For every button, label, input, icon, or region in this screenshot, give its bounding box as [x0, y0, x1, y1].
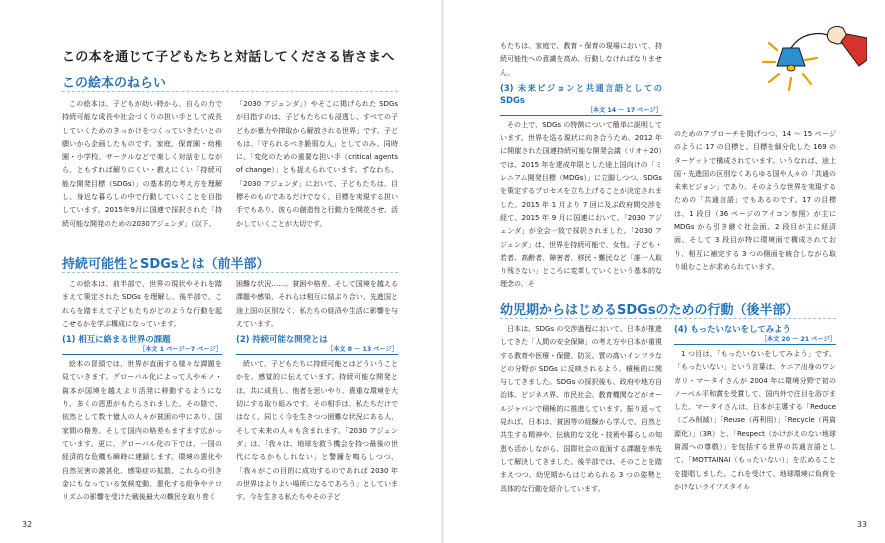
- section-heading-sustainability: 持続可能性とSDGsとは（前半部）: [62, 257, 270, 272]
- paragraph: もたちは、家庭で、教育・保育の現場において、持続可能性への意識を高め、行動しなければなりません。: [500, 42, 662, 77]
- sleeve-icon: [841, 34, 867, 66]
- paragraph: のためのアプローチを掲げつつ、14 〜 15 ページのように 17 の目標と、目標を細分化した 169 のターゲットで構成されています。いうなれば、途上国・先進国の区別なくあらゆる国や人々の「共通の未来ビジョン」であり、そのような世界を実現するための「共通言語」でもあるのです。17 の目標は、1 段目（36 ページのアイコン参照）が主に MDGs から引き継ぐ社会面、2 段目が主に経済面、そして 3 段目が特に環境面で構成されており、相互に補完する 3 つの側面を統合しながら取り組むことが求められています。: [674, 130, 836, 271]
- section-rule: [500, 318, 836, 319]
- aim-column-2: [236, 98, 398, 231]
- paragraph: 「2030 アジェンダ」）やそこに掲げられた SDGs が目指すのは、子どもたちにも浸透し、すべての子どもが暴力や搾取から解放される世界」です。子どもは、「守られるべき脆弱な人」としてのみ、同時に、「変化のための重要な担い手（critical agents of change）」とも捉えられています。ずなわち、「2030 アジェンダ」において、子どもたちは、目標そのものであるだけでなく、目標を実現する担い手でもあり、彼らの創造性と行動力を開花させ、活かしていくことが大切です。: [236, 100, 398, 228]
- subheading-sustainable-development: (2) 持続可能な開発とは: [236, 334, 328, 345]
- section-rule: [62, 272, 398, 273]
- subheading-mottainai: (4) もったいないをしてみよう: [674, 324, 791, 334]
- section-heading-aim: この絵本のねらい: [62, 76, 167, 91]
- vision-column-1: [500, 40, 662, 292]
- vision-column-2: [674, 128, 836, 274]
- page-reference: ［本文 14 〜 17 ページ］: [500, 106, 662, 116]
- page-reference: ［本文 20 〜 21 ページ］: [674, 335, 836, 345]
- paragraph: 絵本の冒頭では、世界が直面する様々な課題を見ていきます。グローバル化によって人やモノ・資本が国境を越えより活発に移動するようになり、多くの恩恵がもたらされました。その陰で、依然として数十億人の人々が貧困の中にあり、国家間の格差、そして国内の格差もますます広がっています。更に、グローバル化の下では、一国の経済的な危機も瞬時に連鎖します。環境の悪化や自然災害の激甚化、感染症の拡散、これらの引き金にもなっている気候変動、悪化する紛争やテロリズムの影響を受けた戦後最大の難民を取り巻く: [62, 360, 222, 502]
- lamp-shade-icon: [777, 48, 805, 66]
- paragraph: 困難な状況……。貧困や格差、そして国境を越える課題や感染、それらは相互に結ぶり合い、先進国と途上国の区別なく、私たちの経済や生活に影響を与えています。: [236, 280, 398, 328]
- page-reference: ［本文 8 〜 13 ページ］: [236, 345, 398, 355]
- paragraph: 1 つ目は、「もったいないをしてみよう」です。「もったいない」という言葉は、ケニア出身のワンガリ・マータイさんが 2004 年に環境分野で初のノーベル平和賞を受賞して、国内外で注目を浴びました。マータイさんは、日本が主導する「Reduce（ごみ削減）」「Reuse（再利用）」「Recycle（再資源化）」（3R）と、「Respect（かけがえのない地球資源への尊敬）」を包括する世界の共通言語として、「MOTTAINAI（もったいない）」を広めることを提唱しました。これを受けて、地球環境に負荷をかけないライフスタイル: [674, 350, 836, 491]
- bulb-icon: [787, 65, 795, 71]
- hand-holding-lamp-illustration: [747, 8, 867, 138]
- page-title: この本を通じて子どもたちと対話してくださる皆さまへ: [62, 50, 395, 65]
- left-page: [0, 0, 441, 543]
- lamp-cord-icon: [791, 34, 833, 49]
- paragraph: その上で、SDGs の特徴について簡単に説明しています。世界を巡る現状に向き合うため、2012 年に開催された国連持続可能な開発会議（リオ＋20）では、2015 年を達成年限とした途上国向けの「ミレニアム開発目標（MDGs）」に立脚しつつ、SDGs を策定するプロセスを立ち上げることが決定されました。2015 年 1 月より 7 回に及ぶ政府間交渉を経て、2015 年 9 月に国連において、「2030 アジェンダ」が全会一致で採択されました。「2030 アジェンダ」は、世界を持続可能で、女性、子ども・若者、高齢者、障害者、移民・難民など「誰一人取り残さない」ところに変革していくという基本的な理念の、そ: [500, 120, 662, 289]
- page-number: 32: [22, 520, 33, 529]
- first-half-column-1: [62, 278, 222, 504]
- page-reference: ［本文 1 ページ〜7 ページ］: [62, 345, 222, 355]
- actions-column-2: [674, 323, 836, 494]
- paragraph: この絵本は、前半部で、世界の現状やそれを踏まえて策定された SDGs を理解し、後半部で、これらを踏まえて子どもたちがどのような行動を起こせるかを学ぶ構成になっています。: [62, 280, 222, 328]
- section-rule: [62, 91, 398, 92]
- paragraph: 続いて、子どもたちに持続可能とはどういうことかを、感覚的に伝えています。持続可能な開発とは、共に成長し、他者を思いやり、貴重な環境を大切にする取り組みです。その相手は、私たちだけではなく、同じく今を生きつつ困難な状況にある人、そして未来の人々も含まれます。「2030 アジェンダ」は、「我々は、地球を救う機会を持つ最後の世代になるかもしれない」と警鐘を鳴らしつつ、「我々がこの目的に成功するのであれば 2030 年の世界はよりよい場所になるであろう」としています。今を生きる私たちやその子ど: [236, 360, 398, 502]
- paragraph: 日本は、SDGs の交渉過程において、日本が推進してきた「人間の安全保障」の考え方や日本が重視する教育や医療・保健、防災、質の高いインフラなどの分野が SDGs に反映されるよう、積極的に関与してきました。SDGs の採択後も、政府や地方自治体、ビジネス界、市民社会、教育機関などがオールジャパンで積極的に推進しています。振り返って見れば、日本は、貧困等の経験から学んで、自然と共生する精神や、伝統的な文化・技術や暮らしの知恵も活かしながら、国際社会の直面する課題を率先して解決してきました。後半部では、そのことを踏まえつつ、幼児期からはじめられる 3 つの姿勢と具体的な行動を紹介しています。: [500, 325, 662, 493]
- section-heading-actions: 幼児期からはじめるSDGsのための行動（後半部）: [500, 303, 799, 318]
- aim-column-1: [62, 98, 222, 231]
- page-number: 33: [856, 520, 867, 529]
- first-half-column-2: [236, 278, 398, 504]
- paragraph: この絵本は、子どもが幼い時から、自らの力で持続可能な成長や社会づくりの担い手として成長していくためのきっかけをつくっていきたいとの願いから企画したものです。家庭、保育園・幼稚園・小学校、サークルなどで楽しく対話をしながら、ともすれば解りにくい・教えにくい「持続可能な開発目標（SDGs）」の基本的な考え方を理解し、身近な暮らしの中で行動していくことを目指しています。2015年9月に国連で採択された「持続可能な開発のための2030アジェンダ」（以下、: [62, 100, 222, 228]
- subheading-world-issues: (1) 相互に絡まる世界の課題: [62, 334, 171, 345]
- subheading-future-vision: (3) 未来ビジョンと共通言語としての SDGs: [500, 82, 662, 105]
- actions-column-1: [500, 323, 662, 496]
